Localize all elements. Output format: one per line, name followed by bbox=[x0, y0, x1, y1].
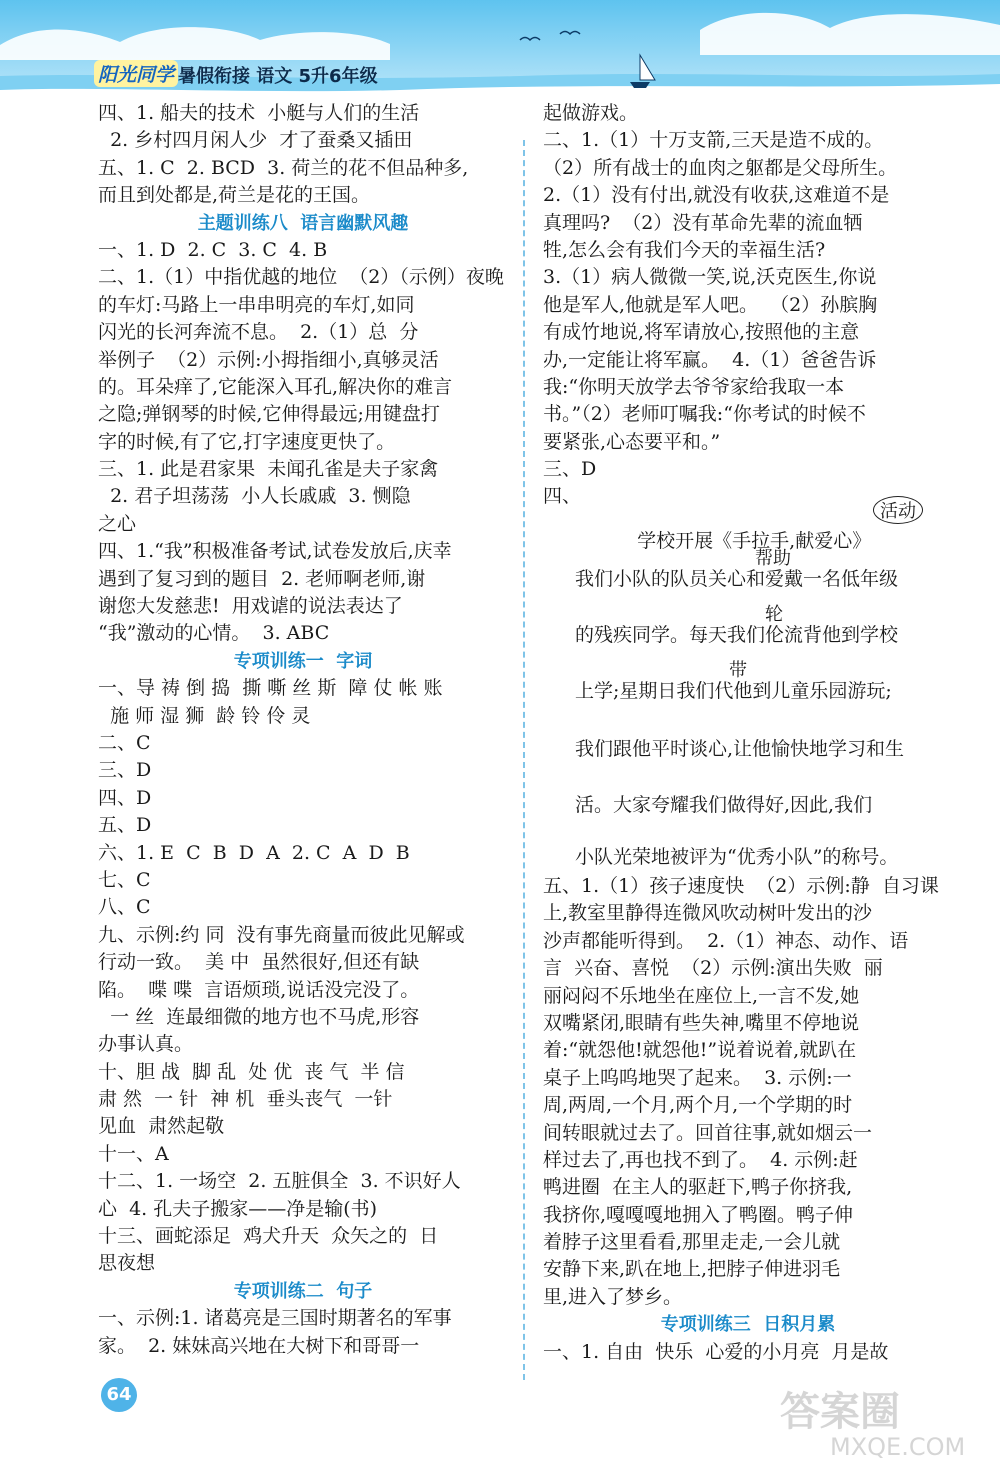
answer-line: 字的时候,有了它,打字速度更快了。 bbox=[98, 430, 396, 453]
answer-line: 陷。 喋 喋 言语烦琐,说话没完没了。 bbox=[98, 978, 420, 1001]
answer-line: 十二、1. 一场空 2. 五脏俱全 3. 不识好人 bbox=[98, 1170, 461, 1193]
answer-line: 二、1.（1）十万支箭,三天是造不成的。 bbox=[543, 129, 884, 152]
answer-line: 里,进入了梦乡。 bbox=[543, 1285, 683, 1308]
answer-line: 而且到处都是,荷兰是花的王国。 bbox=[98, 184, 371, 207]
right-column-bottom bbox=[543, 873, 953, 1366]
brand-logo: 阳光同学 bbox=[94, 60, 178, 87]
figure-line-2: 我们小队的队员关心和爱戴一名低年级 bbox=[575, 568, 899, 590]
answer-line: 桌子上呜呜地哭了起来。 3. 示例:一 bbox=[543, 1066, 852, 1089]
answer-line: 三、1. 此是君家果 未闻孔雀是夫子家禽 bbox=[98, 458, 439, 481]
answer-line: 着:“就怨他!就怨他!”说着说着,就趴在 bbox=[543, 1039, 857, 1062]
answer-line: 丽闷闷不乐地坐在座位上,一言不发,她 bbox=[543, 984, 860, 1007]
answer-line: 办,一定能让将军赢。 4.（1）爸爸告诉 bbox=[543, 348, 877, 371]
insert-mark-2: 帮助 bbox=[755, 548, 791, 569]
answer-line: 举例子 （2）示例:小拇指细小,真够灵活 bbox=[98, 348, 439, 371]
circled-word: 活动 bbox=[873, 496, 923, 524]
answer-line: 七、C bbox=[98, 868, 151, 891]
answer-line: 思夜想 bbox=[98, 1252, 156, 1275]
answer-line: “我”激动的心情。 3. ABC bbox=[98, 622, 330, 645]
answer-line: 谢您大发慈悲! 用戏谑的说法表达了 bbox=[98, 595, 403, 618]
answer-line: 四、D bbox=[98, 786, 152, 809]
watermark-logo bbox=[770, 1380, 990, 1460]
answer-line: 五、1.（1）孩子速度快 （2）示例:静 自习课 bbox=[543, 875, 939, 897]
answer-line: 四、1.“我”积极准备考试,试卷发放后,庆幸 bbox=[98, 540, 452, 563]
answer-line: 行动一致。 美 中 虽然很好,但还有缺 bbox=[98, 951, 420, 974]
svg-text:答案圈: 答案圈 bbox=[780, 1389, 900, 1435]
column-divider bbox=[523, 140, 525, 1380]
answer-line: 闪光的长河奔流不息。 2.（1）总 分 bbox=[98, 321, 419, 344]
answer-line: 一 丝 连最细微的地方也不马虎,形容 bbox=[98, 1005, 420, 1028]
answer-line: 我:“你明天放学去爷爷家给我取一本 bbox=[543, 375, 845, 398]
answer-line: 六、1. E C B D A 2. C A D B bbox=[98, 841, 410, 864]
answer-line: 安静下来,趴在地上,把脖子伸进羽毛 bbox=[543, 1258, 841, 1281]
answer-line: 有成竹地说,将军请放心,按照他的主意 bbox=[543, 321, 860, 344]
answer-line: 之隐;弹钢琴的时候,它伸得最远;用键盘打 bbox=[98, 403, 440, 426]
answer-line: 2. 君子坦荡荡 小人长戚戚 3. 恻隐 bbox=[98, 485, 411, 508]
answer-line: 心 4. 孔夫子搬家——净是输(书) bbox=[98, 1197, 378, 1220]
right-column-top bbox=[543, 100, 953, 511]
answer-line: 三、D bbox=[543, 458, 597, 481]
figure-line-3: 的残疾同学。每天我们伦流背他到学校 bbox=[575, 624, 899, 646]
answer-line: 遇到了复习到的题目 2. 老师啊老师,谢 bbox=[98, 567, 426, 590]
section-heading: 专项训练一 字词 bbox=[233, 650, 373, 672]
answer-line: 间转眼就过去了。回首往事,就如烟云一 bbox=[543, 1121, 873, 1144]
answer-line: 施 师 湿 狮 龄 铃 伶 灵 bbox=[98, 704, 311, 727]
answer-line: 十三、画蛇添足 鸡犬升天 众矢之的 日 bbox=[98, 1225, 439, 1248]
answer-line: 他是军人,他就是军人吧。 （2）孙膑胸 bbox=[543, 293, 878, 316]
answer-line: 双嘴紧闭,眼睛有些失神,嘴里不停地说 bbox=[543, 1011, 860, 1034]
section-heading: 专项训练二 句子 bbox=[233, 1280, 373, 1302]
answer-line: 言 兴奋、喜悦 （2）示例:演出失败 丽 bbox=[543, 957, 883, 980]
figure-line-6: 活。大家夸耀我们做得好,因此,我们 bbox=[575, 794, 873, 816]
answer-line: 鸭进圈 在主人的驱赶下,鸭子你挤我, bbox=[543, 1176, 853, 1199]
answer-line: 3.（1）病人微微一笑,说,沃克医生,你说 bbox=[543, 266, 877, 289]
answer-line: 周,两周,一个月,两个月,一个学期的时 bbox=[543, 1094, 853, 1117]
answer-line: 着脖子这里看看,那里走走,一会儿就 bbox=[543, 1231, 841, 1254]
section-heading: 专项训练三 日积月累 bbox=[660, 1314, 836, 1336]
answer-line: 十、胆 战 脚 乱 处 优 丧 气 半 信 bbox=[98, 1060, 405, 1083]
answer-line: 二、C bbox=[98, 731, 151, 754]
answer-line: 十一、A bbox=[98, 1142, 169, 1165]
answer-line: 一、示例:1. 诸葛亮是三国时期著名的军事 bbox=[98, 1307, 452, 1330]
header-banner bbox=[0, 0, 1000, 100]
proofreading-figure bbox=[543, 490, 953, 868]
answer-line: 的。耳朵痒了,它能深入耳孔,解决你的难言 bbox=[98, 375, 453, 398]
answer-line: 八、C bbox=[98, 896, 151, 919]
left-column bbox=[98, 100, 508, 1360]
answer-line: 二、1.（1）中指优越的地位 （2）（示例）夜晚 bbox=[98, 266, 504, 289]
answer-line: 上,教室里静得连微风吹动树叶发出的沙 bbox=[543, 902, 873, 925]
insert-mark-4: 带 bbox=[729, 660, 747, 681]
answer-line: 见血 肃然起敬 bbox=[98, 1115, 225, 1138]
answer-line: 牲,怎么会有我们今天的幸福生活? bbox=[543, 238, 826, 261]
answer-line: 一、1. 自由 快乐 心爱的小月亮 月是故 bbox=[543, 1340, 889, 1363]
answer-line: 办事认真。 bbox=[98, 1033, 194, 1056]
figure-line-4: 上学;星期日我们代他到儿童乐园游玩; bbox=[575, 680, 892, 702]
answer-line: 真理吗? （2）没有革命先辈的流血牺 bbox=[543, 211, 863, 234]
answer-line: 五、D bbox=[98, 814, 152, 837]
section-heading: 主题训练八 语言幽默风趣 bbox=[197, 212, 409, 234]
answer-line: 五、1. C 2. BCD 3. 荷兰的花不但品种多, bbox=[98, 156, 469, 179]
answer-line: 家。 2. 妹妹高兴地在大树下和哥哥一 bbox=[98, 1334, 420, 1357]
answer-line: 要紧张,心态要平和。” bbox=[543, 430, 721, 453]
answer-line: 2. 乡村四月闲人少 才了蚕桑又插田 bbox=[98, 129, 413, 152]
answer-line: 书。”（2）老师叮嘱我:“你考试的时候不 bbox=[543, 403, 866, 426]
page-number: 64 bbox=[101, 1378, 137, 1412]
insert-mark-3: 轮 bbox=[765, 604, 783, 625]
answer-line: 一、导 祷 倒 捣 撕 嘶 丝 斯 障 仗 帐 账 bbox=[98, 677, 443, 700]
answer-line: 我挤你,嘎嘎嘎地拥入了鸭圈。鸭子伸 bbox=[543, 1203, 854, 1226]
answer-line: 四、1. 船夫的技术 小艇与人们的生活 bbox=[98, 102, 420, 124]
answer-line: 沙声都能听得到。 2.（1）神态、动作、语 bbox=[543, 929, 909, 952]
answer-line: 一、1. D 2. C 3. C 4. B bbox=[98, 238, 328, 261]
svg-text:MXQE.COM: MXQE.COM bbox=[830, 1433, 966, 1460]
answer-line: 四、 bbox=[543, 485, 582, 508]
answer-line: 之心 bbox=[98, 512, 137, 535]
answer-line: 起做游戏。 bbox=[543, 102, 639, 124]
answer-line: 肃 然 一 针 神 机 垂头丧气 一针 bbox=[98, 1088, 393, 1111]
figure-line-7: 小队光荣地被评为“优秀小队”的称号。 bbox=[575, 846, 899, 868]
answer-line: （2）所有战士的血肉之躯都是父母所生。 bbox=[543, 156, 898, 179]
figure-line-1: 学校开展《手拉手,献爱心》 bbox=[637, 530, 872, 552]
answer-line: 的车灯:马路上一串串明亮的车灯,如同 bbox=[98, 293, 415, 316]
answer-line: 九、示例:约 同 没有事先商量而彼此见解或 bbox=[98, 923, 465, 946]
figure-line-5: 我们跟他平时谈心,让他愉快地学习和生 bbox=[575, 738, 905, 760]
answer-line: 三、D bbox=[98, 759, 152, 782]
answer-line: 样过去了,再也找不到了。 4. 示例:赶 bbox=[543, 1148, 858, 1171]
answer-line: 2.（1）没有付出,就没有收获,这难道不是 bbox=[543, 184, 890, 207]
book-title: 暑假衔接 语文 5升6年级 bbox=[178, 66, 378, 87]
